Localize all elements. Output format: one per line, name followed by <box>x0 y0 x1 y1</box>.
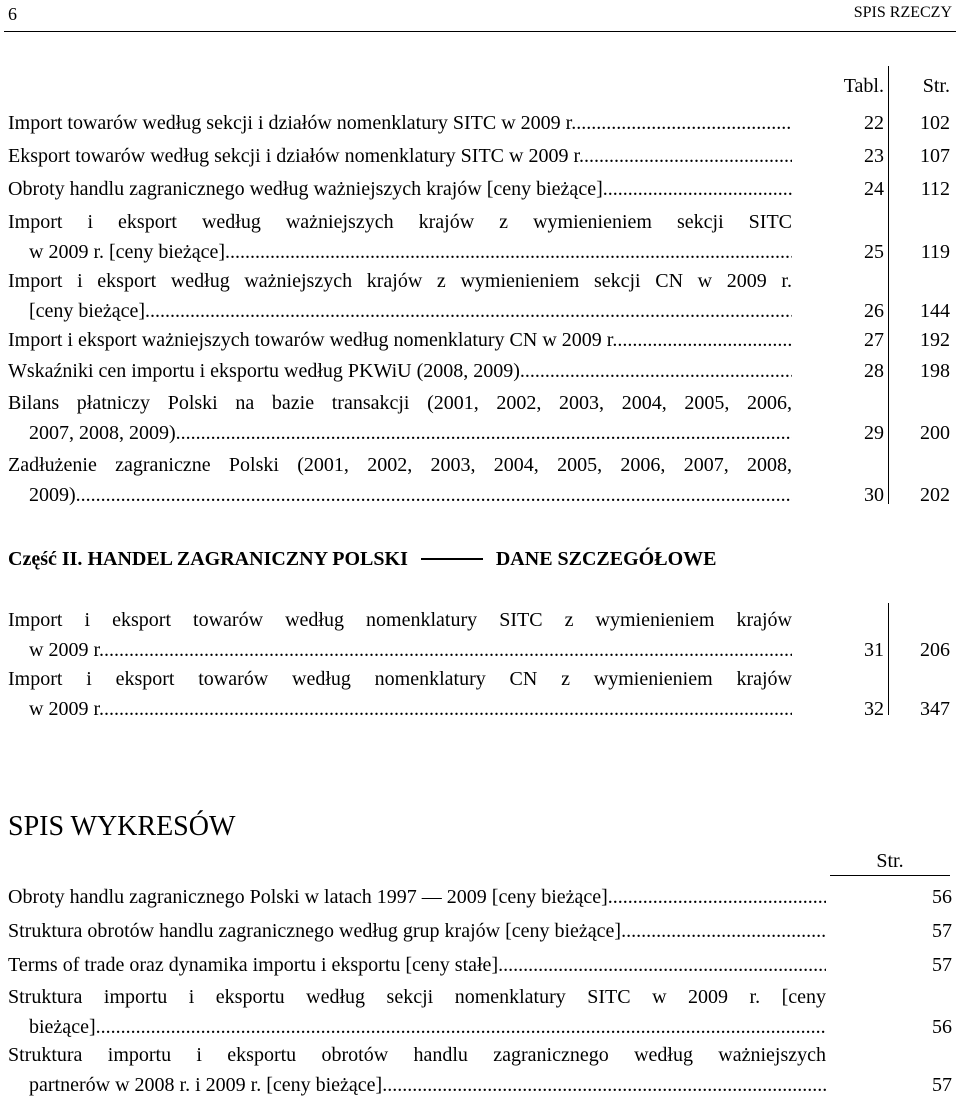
section-header: SPIS RZECZY <box>853 4 952 21</box>
table-number: 31 <box>864 639 884 661</box>
entry-text: [ceny bieżące] <box>29 300 146 322</box>
entry-text: bieżące] <box>29 1016 96 1038</box>
page-ref: 198 <box>920 360 950 382</box>
entry-text: Bilans płatniczy Polski na bazie transakcji (2001, 2002, 2003, 2004, 2005, 2006, <box>8 392 792 414</box>
page-ref: 102 <box>920 112 950 134</box>
table-number: 24 <box>864 178 884 200</box>
entry-text: 2009) <box>29 484 76 506</box>
table-number: 27 <box>864 329 884 351</box>
entry-text: w 2009 r. [ceny bieżące] <box>29 241 226 263</box>
table-number: 25 <box>864 241 884 263</box>
leader-dots <box>225 237 792 267</box>
chart-entry <box>8 1040 826 1100</box>
toc-entry <box>8 664 792 724</box>
chart-entry <box>8 950 826 980</box>
entry-text: w 2009 r. <box>29 639 104 661</box>
column-header-table: Tabl. <box>843 75 884 97</box>
entry-text: w 2009 r. <box>29 698 104 720</box>
leader-dots <box>603 174 792 204</box>
page-ref: 56 <box>932 886 952 908</box>
table-number: 28 <box>864 360 884 382</box>
page-ref: 112 <box>920 178 950 200</box>
entry-text: Import i eksport według ważniejszych krajów z wymienieniem sekcji CN w 2009 r. <box>8 270 792 292</box>
part2-title-right: DANE SZCZEGÓŁOWE <box>495 548 717 570</box>
toc-entry <box>8 388 792 448</box>
leader-dots <box>576 108 792 138</box>
leader-dots <box>617 325 792 355</box>
leader-dots <box>520 356 792 386</box>
entry-text: Terms of trade oraz dynamika importu i eksportu [ceny stałe] <box>8 954 499 976</box>
entry-text: Struktura obrotów handlu zagranicznego według grup krajów [ceny bieżące] <box>8 920 622 942</box>
entry-text: Import i eksport ważniejszych towarów według nomenklatury CN w 2009 r. <box>8 329 618 351</box>
entry-text: Struktura importu i eksportu obrotów handlu zagranicznego według ważniejszych <box>8 1044 826 1066</box>
page-ref: 57 <box>932 920 952 942</box>
leader-dots <box>176 418 792 448</box>
entry-text: Wskaźniki cen importu i eksportu według PKWiU (2008, 2009) <box>8 360 520 382</box>
chart-entry <box>8 916 826 946</box>
leader-dots <box>104 694 792 724</box>
page-number: 6 <box>8 4 17 24</box>
part2-title-left: HANDEL ZAGRANICZNY POLSKI <box>87 548 408 570</box>
chart-entry <box>8 882 826 912</box>
leader-dots <box>584 141 792 171</box>
vertical-rule-part1 <box>888 66 889 504</box>
toc-entry <box>8 207 792 267</box>
toc-entry <box>8 141 792 171</box>
page-ref: 57 <box>932 1074 952 1096</box>
page-ref: 144 <box>920 300 950 322</box>
entry-text: Obroty handlu zagranicznego według ważniejszych krajów [ceny bieżące] <box>8 178 603 200</box>
leader-dots <box>96 1012 826 1042</box>
toc-entry <box>8 325 792 355</box>
toc-entry <box>8 108 792 138</box>
entry-text: partnerów w 2008 r. i 2009 r. [ceny bieżące] <box>29 1074 383 1096</box>
leader-dots <box>608 882 826 912</box>
entry-text: Eksport towarów według sekcji i działów nomenklatury SITC w 2009 r. <box>8 145 585 167</box>
page-ref: 119 <box>920 241 950 263</box>
toc-entry <box>8 356 792 386</box>
entry-text: Import i eksport towarów według nomenklatury SITC z wymienieniem krajów <box>8 609 792 631</box>
toc-entry <box>8 605 792 665</box>
leader-dots <box>498 950 826 980</box>
entry-text: Import i eksport według ważniejszych krajów z wymienieniem sekcji SITC <box>8 211 792 233</box>
leader-dots <box>76 480 792 510</box>
entry-text: Struktura importu i eksportu według sekcji nomenklatury SITC w 2009 r. [ceny <box>8 986 826 1008</box>
charts-page-header: Str. <box>876 850 904 872</box>
page-ref: 56 <box>932 1016 952 1038</box>
charts-header-rule <box>830 875 950 876</box>
table-number: 22 <box>864 112 884 134</box>
entry-text: Import i eksport towarów według nomenklatury CN z wymienieniem krajów <box>8 668 792 690</box>
part2-label: Część II. <box>8 548 83 570</box>
vertical-rule-part2 <box>888 603 889 715</box>
page-ref: 200 <box>920 422 950 444</box>
page-ref: 347 <box>920 698 950 720</box>
toc-entry <box>8 450 792 510</box>
table-number: 32 <box>864 698 884 720</box>
page-ref: 202 <box>920 484 950 506</box>
toc-entry <box>8 266 792 326</box>
page-ref: 192 <box>920 329 950 351</box>
table-number: 23 <box>864 145 884 167</box>
part2-heading <box>8 548 716 571</box>
header-rule <box>4 31 956 32</box>
table-number: 26 <box>864 300 884 322</box>
page-ref: 107 <box>920 145 950 167</box>
em-dash <box>421 558 483 560</box>
column-header-page: Str. <box>922 75 950 97</box>
toc-entry <box>8 174 792 204</box>
page-ref: 206 <box>920 639 950 661</box>
leader-dots <box>104 635 792 665</box>
chart-entry <box>8 982 826 1042</box>
entry-text: 2007, 2008, 2009) <box>29 422 176 444</box>
leader-dots <box>145 296 792 326</box>
table-number: 30 <box>864 484 884 506</box>
table-number: 29 <box>864 422 884 444</box>
entry-text: Import towarów według sekcji i działów nomenklatury SITC w 2009 r. <box>8 112 577 134</box>
entry-text: Obroty handlu zagranicznego Polski w latach 1997 — 2009 [ceny bieżące] <box>8 886 608 908</box>
leader-dots <box>621 916 826 946</box>
entry-text: Zadłużenie zagraniczne Polski (2001, 2002, 2003, 2004, 2005, 2006, 2007, 2008, <box>8 454 792 476</box>
page-ref: 57 <box>932 954 952 976</box>
charts-section-title: SPIS WYKRESÓW <box>8 811 236 842</box>
leader-dots <box>382 1070 826 1100</box>
